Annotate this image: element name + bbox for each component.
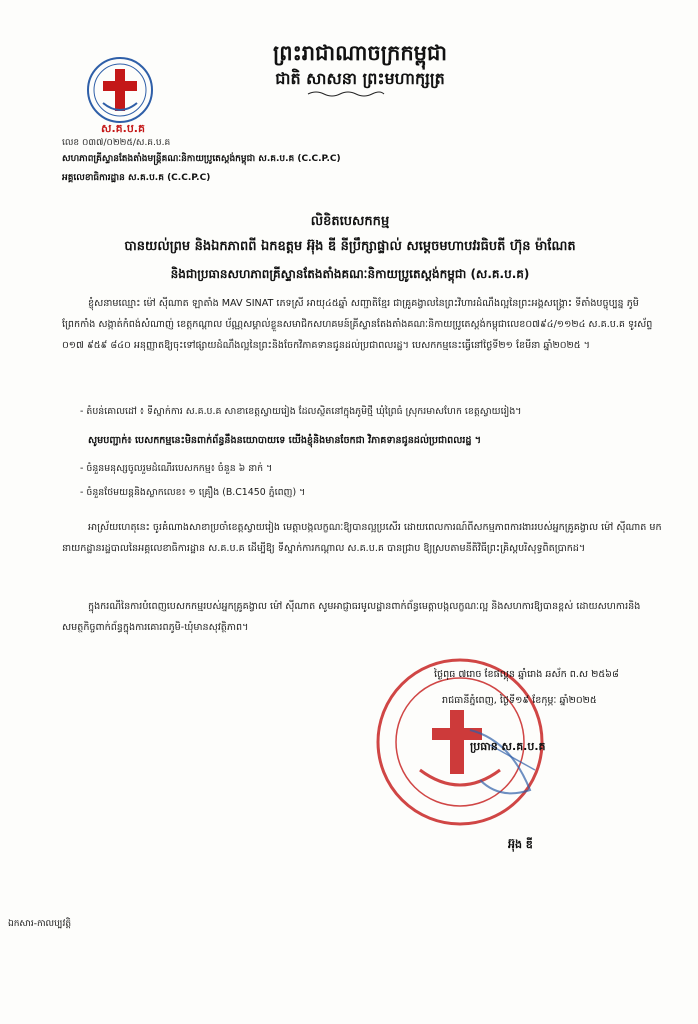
signatory-name: អ៊ុង ឌី (508, 838, 533, 851)
motto-heading: ជាតិ សាសនា ព្រះមហាក្សត្រ (275, 69, 445, 88)
organization-name: សហភាពគ្រីស្ទានតែងតាំងមន្ត្រីគណៈនិកាយប្រូតេស្តង់កម្ពុជា ស.គ.ប.គ (C.C.P.C) (62, 154, 341, 164)
lunar-date: ថ្ងៃពុធ ៧រោច ខែផល្គុន ឆ្នាំរោង ឆស័ក ព.ស ២៥៦៨ (434, 669, 619, 680)
note-statement: សូមបញ្ជាក់៖ បេសកកម្មនេះមិនពាក់ព័ន្ធនឹងនយោបាយទេ យើងខ្ញុំនិងមានចែកជា វិភាគទានជូនដល់ប្រជាពលរដ្ឋ ។ (88, 435, 482, 446)
body-paragraph-3: ក្នុងករណីនៃការបំពេញបេសកកម្មរបស់អ្នកគ្រូគង្វាល ម៉ៅ ស៊ីណាត សូមអាជ្ញាធរមូលដ្ឋានពាក់ព័ន្ធមេត្តាបង្កលក្ខណៈល្អ និងសហការឱ្យបានខ្ពស់ ដោយសហការនិងសមត្ថកិច្ចពាក់ព័ន្ធក្នុងការគោរពភូមិ-ឃុំមានសុវត្ថិភាព។ (62, 601, 641, 633)
signatory-title: ប្រធាន ស.គ.ប.គ (470, 740, 546, 753)
solar-date: រាជធានីភ្នំពេញ, ថ្ងៃទី១៩ ខែកុម្ភៈ ឆ្នាំ២០២៥ (442, 695, 597, 706)
body-paragraph-2: អាស្រ័យហេតុនេះ ចូរគំណាងសាខាប្រចាំខេត្តស្វាយរៀង មេត្តាបង្កលក្ខណៈឱ្យបានល្អប្រសើរ ដោយពេលការណ៍ពីសកម្មភាពការងាររបស់អ្នកគ្រូគង្វាល ម៉ៅ ស៊ីណាត មកនាយកដ្ឋានរដ្ឋបាលនៃអគ្គលេខាធិការដ្ឋាន ស.គ.ប.គ ដើម្បីឱ្យ ទីស្នាក់ការកណ្ដាល ស.គ.ប.គ បានជ្រាប ឱ្យស្របតាមនីតិវិធីព្រះគ្រិស្តបរិសុទ្ធពិតប្រាកដ។ (62, 522, 662, 554)
kingdom-heading: ព្រះរាជាណាចក្រកម្ពុជា (272, 40, 447, 65)
archive-label: ឯកសារ-កាលប្បវត្តិ (8, 919, 72, 929)
vehicle-item: - ចំនួនថែមយន្តនិងស្លាកលេខ៖ ១ គ្រឿង (B.C1450 ភ្នំពេញ) ។ (80, 487, 306, 498)
approval-line: បានយល់ព្រម និងឯកភាពពី ឯកឧត្តម អ៊ុង ឌី នីប្រឹក្សាផ្ទាល់ សម្ដេចមហាបវរធិបតី ហ៊ុន ម៉ាណែត (124, 239, 576, 254)
body-paragraph-1: ខ្ញុំសនាមឈ្មោះ ម៉ៅ ស៊ីណាត ឡាតាំង MAV SINAT ភេទស្រី អាយុ៤៥ឆ្នាំ សញ្ជាតិខ្មែរ ជាគ្រូគង្វាលនៃព្រះវិហារដំណឹងល្អនៃព្រះអង្គសង្គ្រោះ ទីតាំងបច្ចុប្បន្ន ភូមិព្រែកកាំង សង្កាត់កំពង់សំណាញ់ ខេត្តកណ្ដាល ប័ណ្ណសម្គាល់ខ្លួនសមាជិកសហគមន៍គ្រីស្ទានតែងតាំងគណៈនិកាយប្រូតេស្តង់កម្ពុជាលេខ០៧៩៤/១១២៤ ស.គ.ប.គ ទូរស័ព្ទ ០១៧ ៩៥៩ ៨៤០ អនុញ្ញាតឱ្យចុះទៅផ្សាយដំណឹងល្អនៃព្រះនិងចែកវិភាគទានជូនដល់ប្រជាពលរដ្ឋ។ បេសកកម្មនេះធ្វើនៅថ្ងៃទី២១ ខែមីនា ឆ្នាំ២០២៥ ។ (62, 298, 653, 351)
logo-abbreviation: ស.គ.ប.គ (101, 122, 145, 135)
secretariat-name: អគ្គលេខាធិការដ្ឋាន ស.គ.ប.គ (C.C.P.C) (62, 173, 211, 183)
reference-number: លេខ ០៣៧/០២២៥/ស.គ.ប.គ (62, 138, 171, 148)
president-line: និងជាប្រធានសហភាពគ្រីស្ទានតែងតាំងគណៈនិកាយប្រូតេស្តង់កម្ពុជា (ស.គ.ប.គ) (170, 267, 530, 281)
participants-item: - ចំនួនមនុស្សចូលរួមដំណើរបេសកកម្ម៖ ចំនួន ៦ នាក់ ។ (80, 463, 273, 474)
target-area-item: - តំបន់គោលដៅ ៖ ទីស្នាក់ការ ស.គ.ប.គ សាខាខេត្តស្វាយរៀង ដែលស្ថិតនៅក្នុងភូមិថ្មី ឃុំព្រៃធំ ស្រុករមាសហែក ខេត្តស្វាយរៀង។ (80, 406, 522, 417)
organization-logo (85, 55, 155, 125)
document-title: លិខិតបេសកកម្ម (310, 214, 390, 229)
ornament-divider (306, 90, 386, 98)
